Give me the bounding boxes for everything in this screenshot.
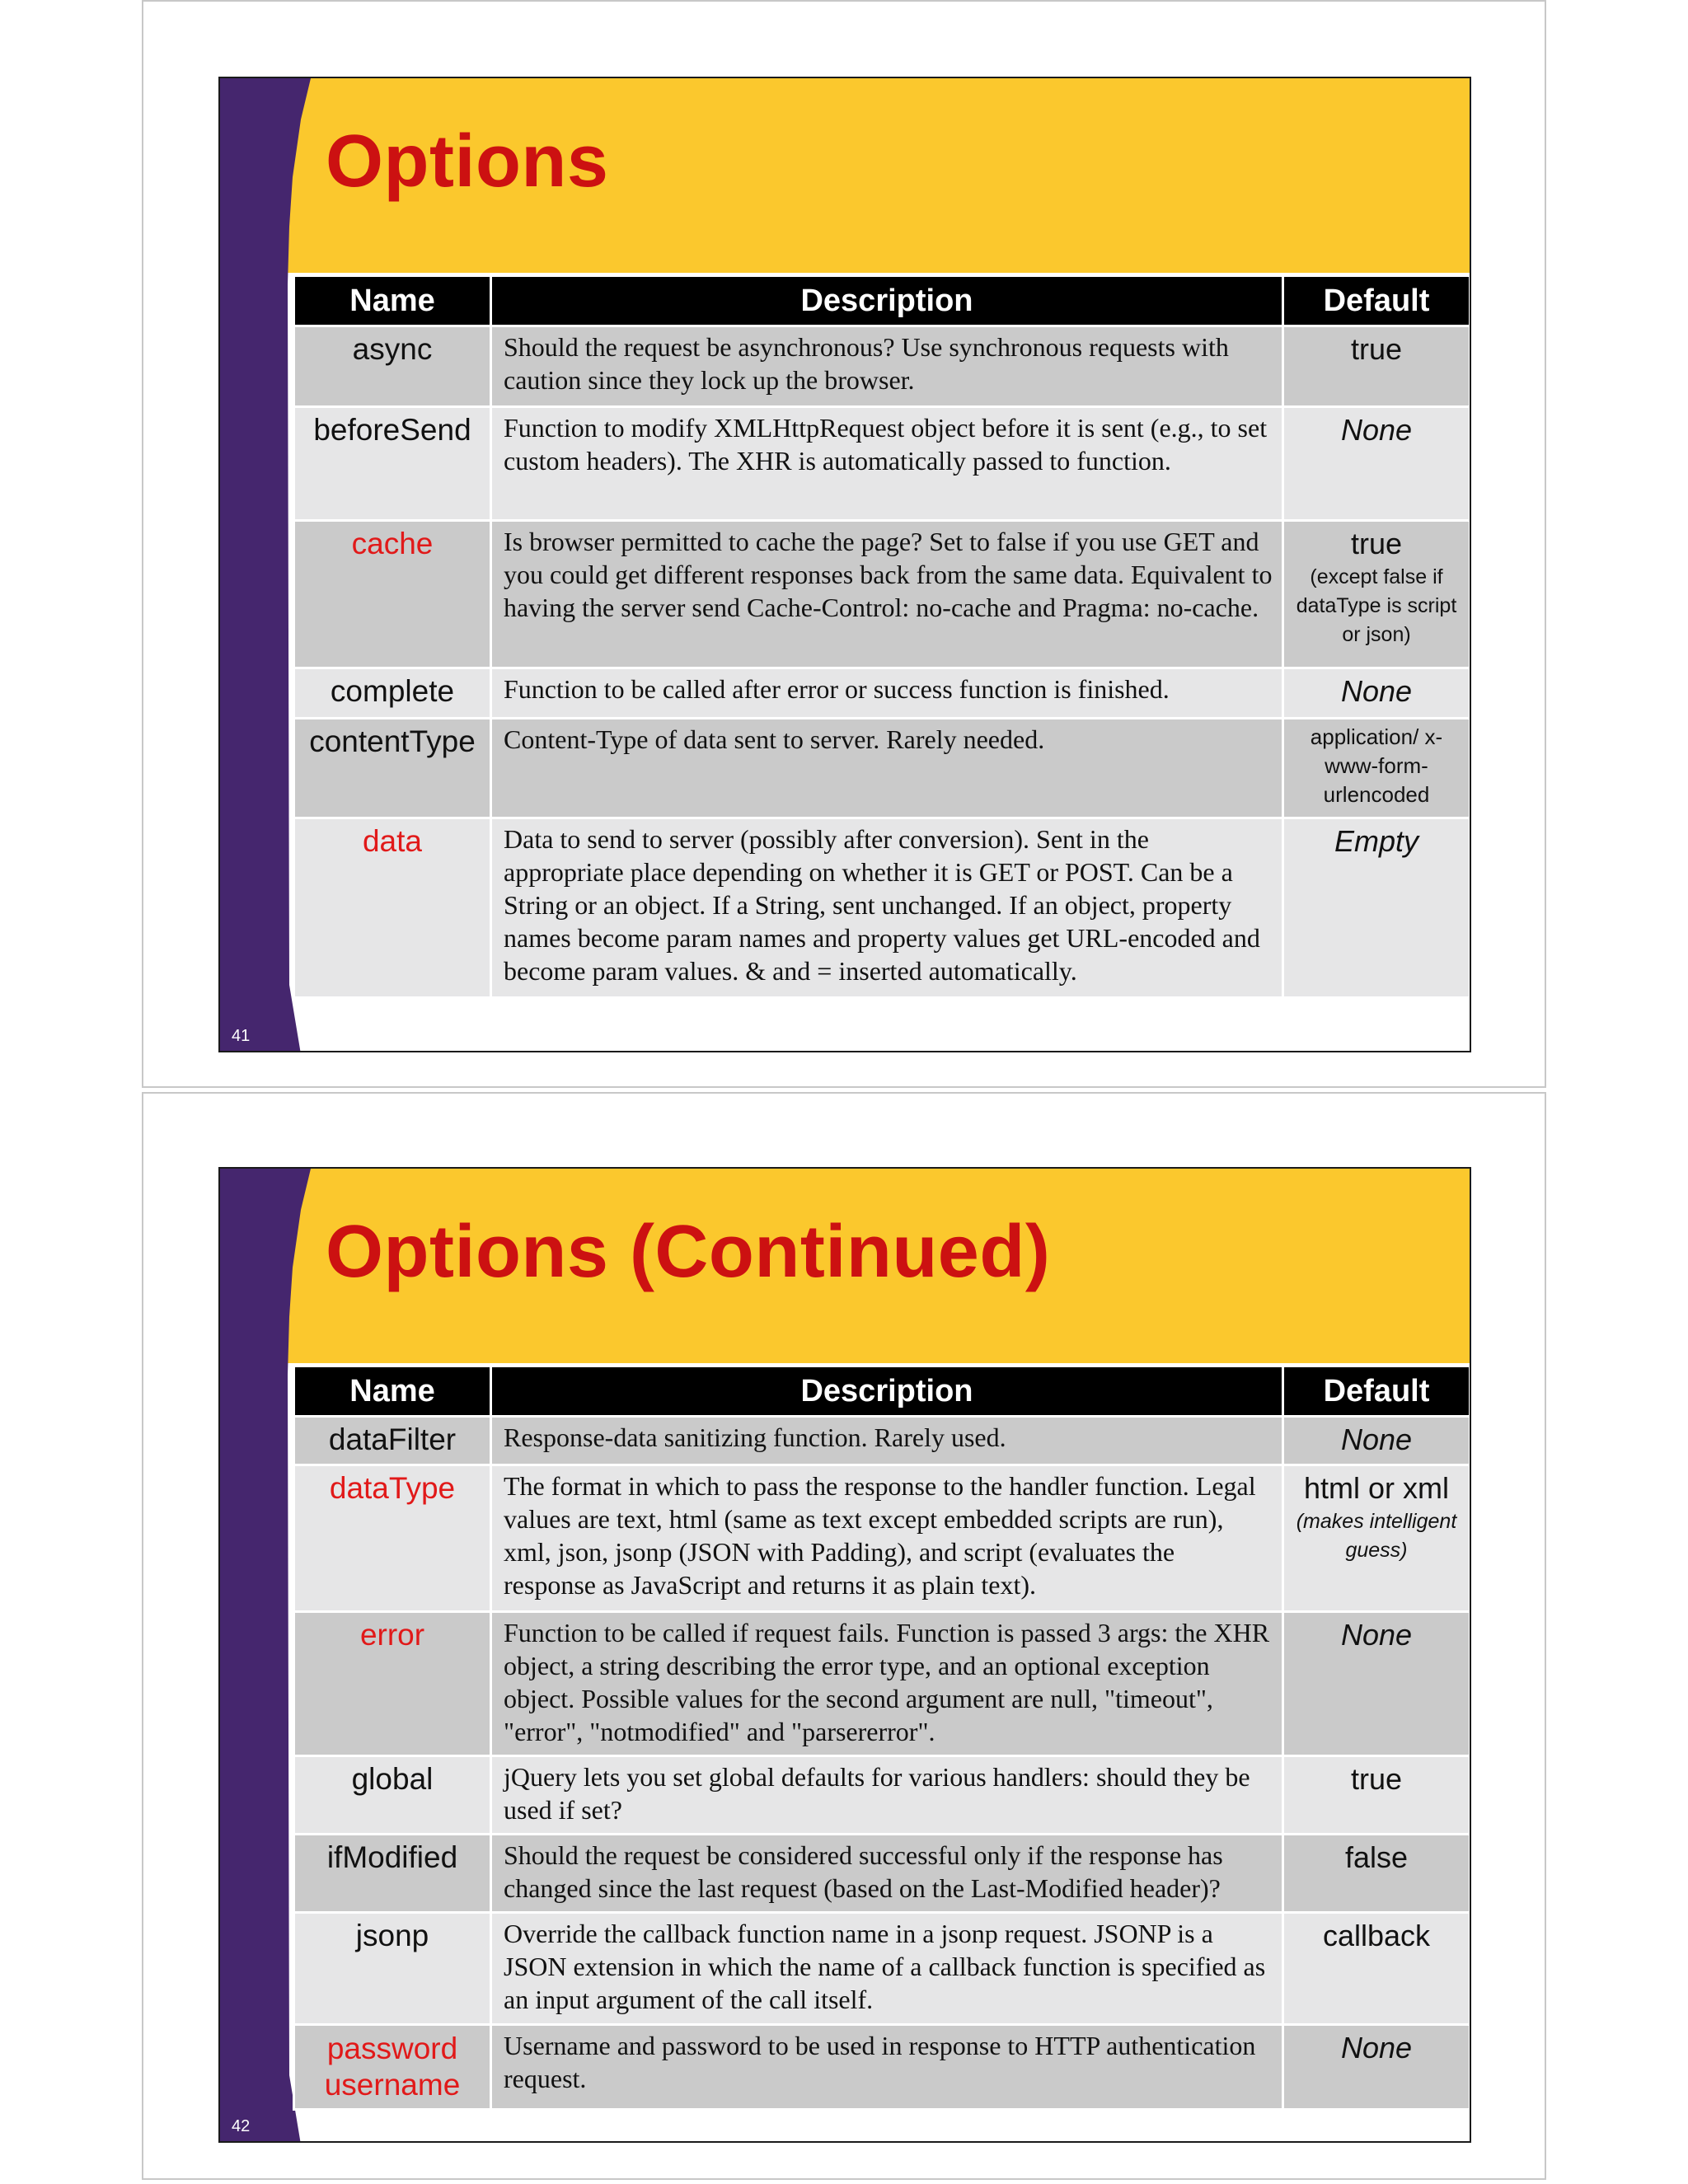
default-value: None	[1340, 1618, 1413, 1652]
option-description: Response-data sanitizing function. Rarely used.	[492, 1418, 1282, 1464]
option-description: Should the request be asynchronous? Use synchronous requests with caution since they lock up the browser.	[492, 327, 1282, 405]
option-description: Override the callback function name in a jsonp request. JSONP is a JSON extension in which the name of a callback function is specified as an input argument of the call itself.	[492, 1914, 1282, 2023]
option-default	[1284, 522, 1469, 667]
table-row	[295, 669, 1469, 717]
option-name: cache	[295, 522, 490, 667]
slide-41	[218, 77, 1471, 1052]
option-description: Should the request be considered successful only if the response has changed since the last request (based on the Last-Modified header)?	[492, 1835, 1282, 1911]
default-value: html or xml	[1303, 1471, 1449, 1505]
slide-title: Options (Continued)	[326, 1211, 1051, 1293]
table-row	[295, 1757, 1469, 1833]
option-description: Content-Type of data sent to server. Rarely needed.	[492, 719, 1282, 817]
table-row	[295, 408, 1469, 519]
option-name: dataType	[295, 1466, 490, 1610]
option-default	[1284, 1466, 1469, 1610]
option-description: jQuery lets you set global defaults for various handlers: should they be used if set?	[492, 1757, 1282, 1833]
default-value: true	[1350, 1762, 1403, 1796]
default-value: Empty	[1334, 824, 1419, 858]
option-name: global	[295, 1757, 490, 1833]
option-name: jsonp	[295, 1914, 490, 2023]
option-default	[1284, 1757, 1469, 1833]
option-name: error	[295, 1613, 490, 1755]
option-default	[1284, 1418, 1469, 1464]
option-default	[1284, 408, 1469, 519]
table-row	[295, 1418, 1469, 1464]
table-header-row	[295, 1367, 1469, 1415]
option-default	[1284, 2026, 1469, 2108]
table-row	[295, 1466, 1469, 1610]
option-default	[1284, 327, 1469, 405]
option-name: async	[295, 327, 490, 405]
default-value: false	[1344, 1840, 1409, 1874]
slide-number: 41	[232, 1027, 251, 1045]
option-name: beforeSend	[295, 408, 490, 519]
option-description: Is browser permitted to cache the page? Set to false if you use GET and you could get different responses back from the same data. Equivalent to having the server send Cache-Control: no-cache and Pragma: no-cache.	[492, 522, 1282, 667]
options-table	[293, 1365, 1471, 2111]
header-description: Description	[492, 277, 1282, 325]
default-value: callback	[1322, 1919, 1431, 1952]
option-name: dataFilter	[295, 1418, 490, 1464]
default-value: None	[1340, 2031, 1413, 2064]
option-description: Function to be called if request fails. Function is passed 3 args: the XHR object, a string describing the error type, and an optional exception object. Possible values for the second argument are null, "timeout", "error", "notmodified" and "parsererror".	[492, 1613, 1282, 1755]
option-default	[1284, 1613, 1469, 1755]
option-description: Username and password to be used in response to HTTP authentication request.	[492, 2026, 1282, 2108]
option-name: ifModified	[295, 1835, 490, 1911]
option-name: password username	[295, 2026, 490, 2108]
table-header-row	[295, 277, 1469, 325]
table-row	[295, 1613, 1469, 1755]
option-name: complete	[295, 669, 490, 717]
table-row	[295, 1914, 1469, 2023]
slide-number: 42	[232, 2117, 251, 2135]
option-description: Data to send to server (possibly after conversion). Sent in the appropriate place depending on whether it is GET or POST. Can be a String or an object. If a String, sent unchanged. If an object, property names become param names and property values get URL-encoded and become param values. & and = inserted automatically.	[492, 819, 1282, 996]
table-row	[295, 2026, 1469, 2108]
option-name: contentType	[295, 719, 490, 817]
table-row	[295, 327, 1469, 405]
default-note: (except false if dataType is script or json)	[1296, 565, 1457, 646]
table-row	[295, 719, 1469, 817]
option-default	[1284, 819, 1469, 996]
option-default	[1284, 719, 1469, 817]
option-default	[1284, 669, 1469, 717]
option-name: data	[295, 819, 490, 996]
option-default	[1284, 1914, 1469, 2023]
slide-title: Options	[326, 120, 609, 203]
option-default	[1284, 1835, 1469, 1911]
slide-42	[218, 1167, 1471, 2143]
table-row	[295, 522, 1469, 667]
option-description: Function to modify XMLHttpRequest object before it is sent (e.g., to set custom headers). The XHR is automatically passed to function.	[492, 408, 1282, 519]
table-row	[295, 1835, 1469, 1911]
default-value: true	[1350, 332, 1403, 366]
header-name: Name	[295, 1367, 490, 1415]
table-row	[295, 819, 1469, 996]
option-description: The format in which to pass the response to the handler function. Legal values are text, html (same as text except embedded scripts are run), xml, json, jsonp (JSON with Padding), and script (evaluates the response as JavaScript and returns it as plain text).	[492, 1466, 1282, 1610]
options-table	[293, 274, 1471, 999]
default-value: None	[1340, 674, 1413, 708]
default-value: None	[1340, 1422, 1413, 1456]
default-note: (makes intelligent guess)	[1296, 1510, 1457, 1562]
header-default: Default	[1284, 1367, 1469, 1415]
header-default: Default	[1284, 277, 1469, 325]
option-description: Function to be called after error or success function is finished.	[492, 669, 1282, 717]
header-description: Description	[492, 1367, 1282, 1415]
default-value: None	[1340, 413, 1413, 447]
default-value: application/ x-www-form-urlencoded	[1310, 724, 1443, 807]
header-name: Name	[295, 277, 490, 325]
default-value: true	[1350, 527, 1403, 560]
